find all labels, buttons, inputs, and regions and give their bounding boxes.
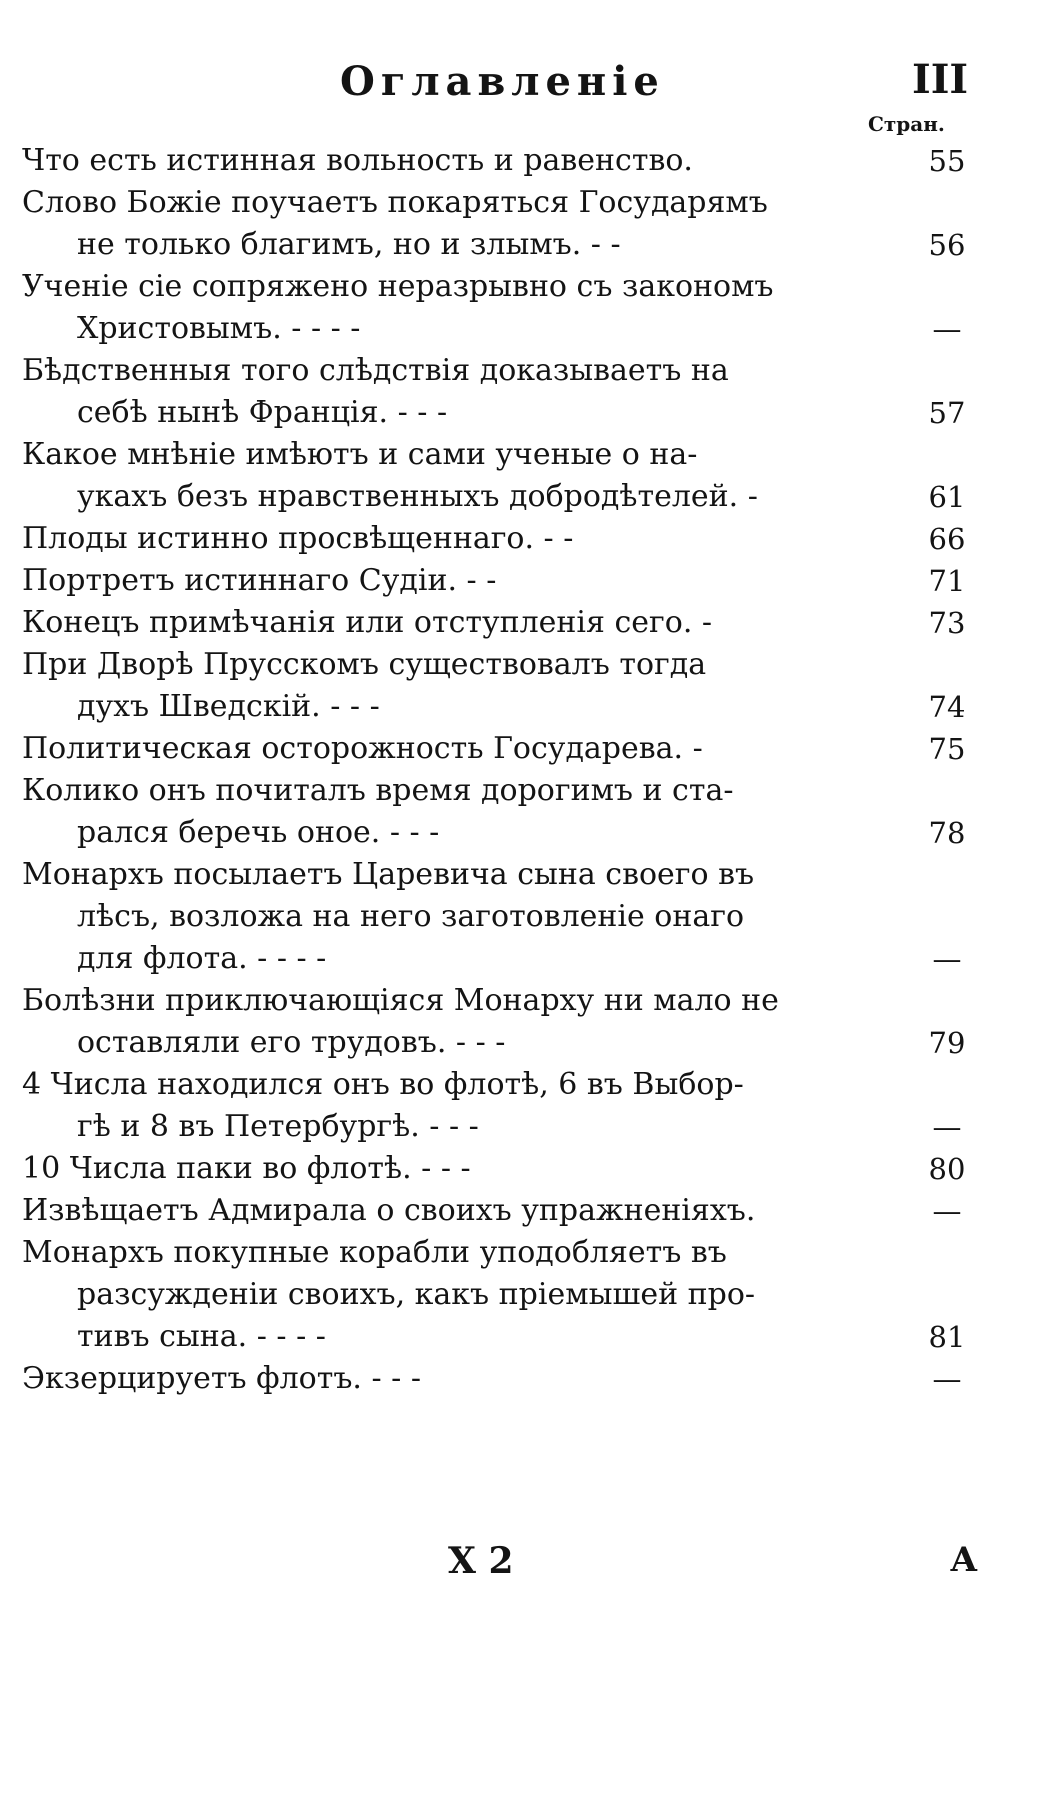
toc-entry-page: 75 [928, 732, 966, 766]
toc-entry [22, 602, 982, 644]
toc-entry-text: Плоды истинно просвѣщеннаго. - - [22, 521, 574, 556]
toc-entry-text: оставляли его трудовъ. - - - [77, 1025, 506, 1060]
toc-entry-line [22, 1064, 982, 1106]
toc-entry-text: Извѣщаетъ Адмирала о своихъ упражненiяхъ. [22, 1193, 756, 1228]
toc-entry-line [22, 644, 982, 686]
toc-entry-line [22, 434, 982, 476]
toc-entry [22, 854, 982, 980]
toc-entry-line [22, 980, 982, 1022]
toc-entry-text: укахъ безъ нравственныхъ добродѣтелей. - [77, 479, 758, 514]
toc-entry-line [22, 308, 982, 350]
toc-entry [22, 518, 982, 560]
toc-entry-text: Конецъ примѣчанiя или отступленiя сего. - [22, 605, 713, 640]
toc-entry [22, 644, 982, 728]
toc-entry-page: — [932, 312, 962, 346]
toc-entry-line [22, 728, 982, 770]
toc-entry-text: рался беречь оное. - - - [77, 815, 440, 850]
toc-entry [22, 770, 982, 854]
toc-entry [22, 1358, 982, 1400]
toc-entry-text: гѣ и 8 въ Петербургѣ. - - - [77, 1109, 479, 1144]
page-number: III [912, 56, 969, 103]
toc-entry-line [22, 476, 982, 518]
toc-entry [22, 1064, 982, 1148]
toc-entry-line [22, 560, 982, 602]
toc-entry-text: себѣ нынѣ Францiя. - - - [77, 395, 448, 430]
toc-entry-page: — [932, 1362, 962, 1396]
toc-entry [22, 560, 982, 602]
toc-entry-page: — [932, 942, 962, 976]
toc-entry-text: Экзерцируетъ флотъ. - - - [22, 1361, 421, 1396]
toc-entry-line [22, 1316, 982, 1358]
toc-entry-line [22, 1022, 982, 1064]
toc-entry-text: Политическая осторожность Государева. - [22, 731, 703, 766]
toc-entry-line [22, 602, 982, 644]
toc-entry [22, 1232, 982, 1358]
table-of-contents [22, 140, 982, 1400]
toc-entry-text: Монархъ посылаетъ Царевича сына своего въ [22, 857, 755, 892]
toc-entry-text: 4 Числа находился онъ во флотѣ, 6 въ Выбор- [22, 1067, 744, 1102]
toc-entry-line [22, 266, 982, 308]
toc-entry-text: Христовымъ. - - - - [77, 311, 361, 346]
toc-entry [22, 182, 982, 266]
toc-entry-line [22, 770, 982, 812]
toc-entry-text: Портретъ истиннаго Судiи. - - [22, 563, 497, 598]
toc-entry-text: 10 Числа паки во флотѣ. - - - [22, 1151, 471, 1186]
toc-entry-line [22, 686, 982, 728]
toc-entry-page: 81 [928, 1320, 966, 1354]
toc-entry-page: 79 [928, 1026, 966, 1060]
toc-entry [22, 434, 982, 518]
toc-entry [22, 266, 982, 350]
toc-entry-text: Ученiе сiе сопряжено неразрывно съ закономъ [22, 269, 774, 304]
toc-entry-page: 73 [928, 606, 966, 640]
toc-entry-text: Монархъ покупные корабли уподобляетъ въ [22, 1235, 727, 1270]
toc-entry-line [22, 1232, 982, 1274]
toc-entry [22, 1190, 982, 1232]
toc-entry-line [22, 854, 982, 896]
toc-entry-line [22, 392, 982, 434]
toc-entry-line [22, 896, 982, 938]
toc-entry-page: 55 [928, 144, 966, 178]
toc-entry-text: При Дворѣ Прусскомъ существовалъ тогда [22, 647, 707, 682]
toc-entry-line [22, 1190, 982, 1232]
catchword: А [950, 1540, 978, 1580]
toc-entry-text: лѣсъ, возложа на него заготовленiе онаго [77, 899, 745, 934]
toc-entry-text: не только благимъ, но и злымъ. - - [77, 227, 621, 262]
toc-entry-text: Болѣзни приключающiяся Монарху ни мало не [22, 983, 779, 1018]
toc-entry [22, 728, 982, 770]
toc-entry-page: 57 [928, 396, 966, 430]
toc-entry-text: Что есть истинная вольность и равенство. [22, 143, 693, 178]
toc-entry-text: Бѣдственныя того слѣдствiя доказываетъ на [22, 353, 729, 388]
toc-entry-page: 66 [928, 522, 966, 556]
toc-entry [22, 350, 982, 434]
toc-entry-text: Какое мнѣнiе имѣютъ и сами ученые о на- [22, 437, 698, 472]
signature-mark: Х 2 [448, 1540, 514, 1582]
column-label: Стран. [868, 112, 945, 136]
toc-entry-line [22, 1358, 982, 1400]
toc-entry-page: 74 [928, 690, 966, 724]
toc-entry-line [22, 224, 982, 266]
toc-entry-page: — [932, 1194, 962, 1228]
toc-entry [22, 1148, 982, 1190]
toc-entry-text: для флота. - - - - [77, 941, 327, 976]
toc-entry [22, 980, 982, 1064]
toc-entry-line [22, 1106, 982, 1148]
toc-entry-page: 80 [928, 1152, 966, 1186]
toc-entry-line [22, 182, 982, 224]
toc-entry-line [22, 1274, 982, 1316]
toc-entry-line [22, 1148, 982, 1190]
toc-entry-page: 78 [928, 816, 966, 850]
toc-entry-page: — [932, 1110, 962, 1144]
toc-entry-text: разсужденiи своихъ, какъ прiемышей про- [77, 1277, 756, 1312]
toc-entry-page: 71 [928, 564, 966, 598]
toc-entry-page: 61 [928, 480, 966, 514]
toc-entry-page: 56 [928, 228, 966, 262]
toc-entry-line [22, 518, 982, 560]
toc-entry-text: тивъ сына. - - - - [77, 1319, 326, 1354]
toc-entry-text: Слово Божiе поучаетъ покаряться Государямъ [22, 185, 768, 220]
toc-entry-text: духъ Шведскiй. - - - [77, 689, 380, 724]
toc-entry-line [22, 812, 982, 854]
toc-entry-line [22, 140, 982, 182]
toc-entry [22, 140, 982, 182]
page-title: Оглавленiе [340, 58, 665, 105]
toc-entry-line [22, 350, 982, 392]
toc-entry-text: Колико онъ почиталъ время дорогимъ и ста- [22, 773, 734, 808]
toc-entry-line [22, 938, 982, 980]
